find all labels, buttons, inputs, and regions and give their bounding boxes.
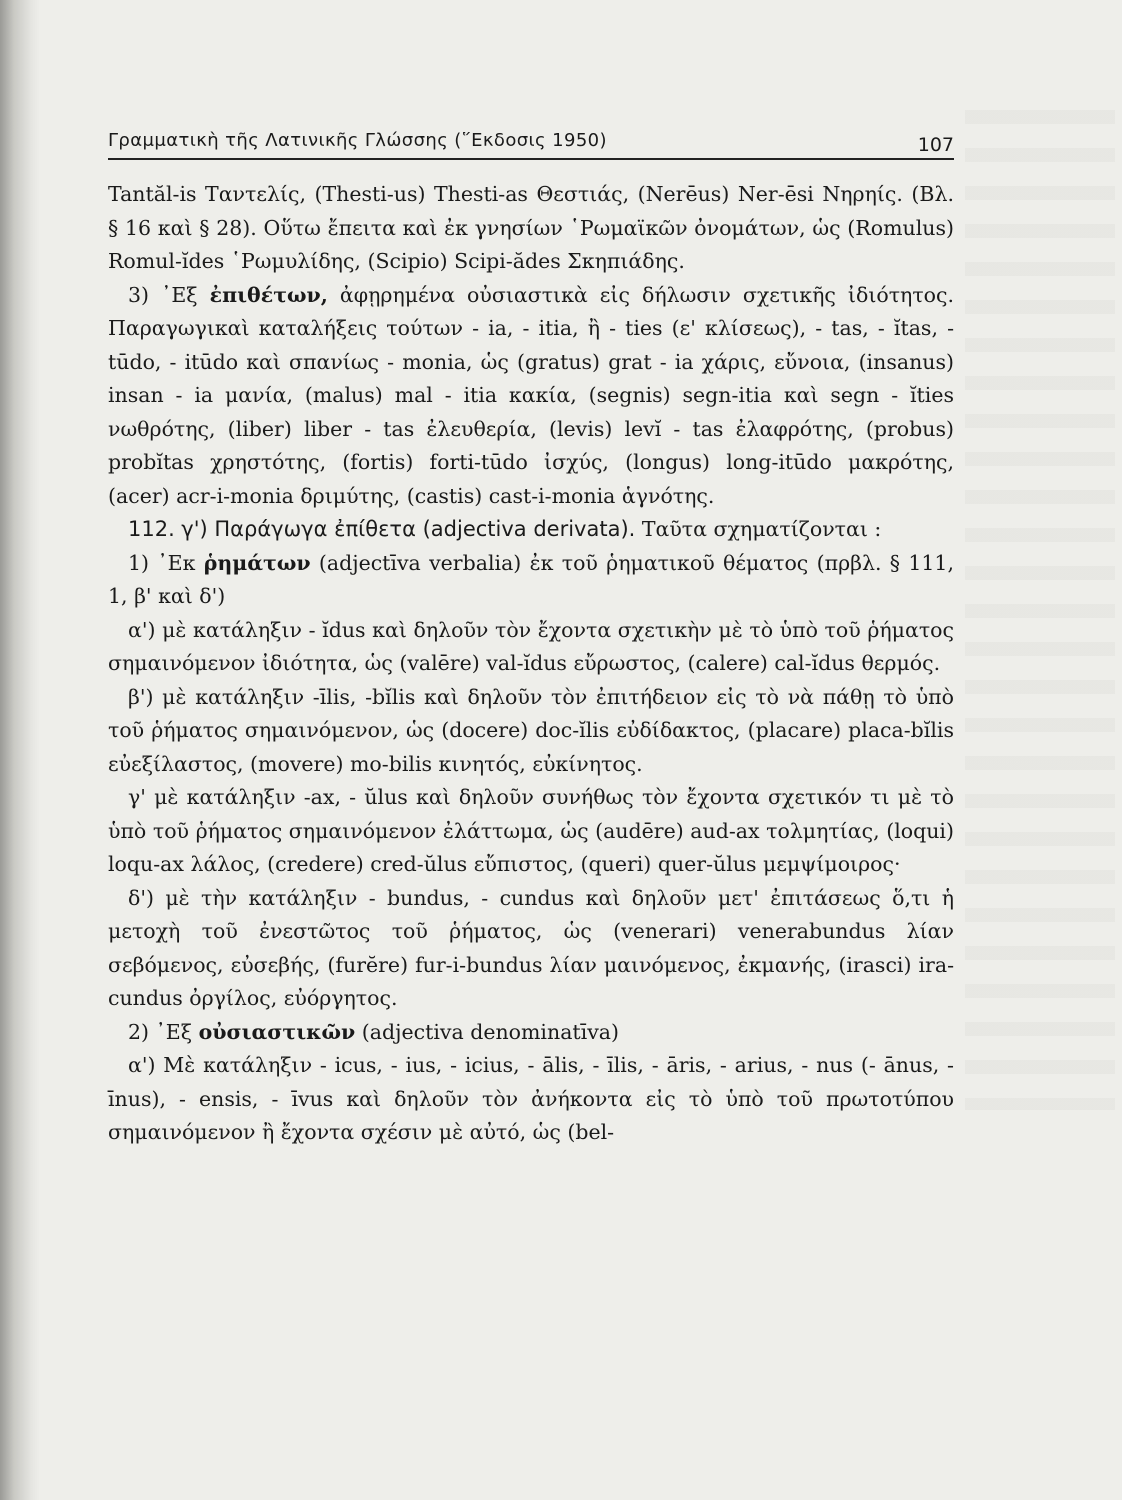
paragraph-lead: 2) ᾿Εξ	[128, 1019, 199, 1044]
section-112-heading	[108, 513, 954, 547]
paragraph-from-nouns	[108, 1016, 954, 1050]
page-number: 107	[917, 134, 954, 156]
paragraph-text: (adjectīva verbalia) ἐκ τοῦ ῥηματικοῦ θέματος (πρβλ. § 111, 1, β' καὶ δ')	[108, 550, 954, 608]
facing-page-bleed	[965, 110, 1115, 1110]
paragraph-keyword: οὐσιαστικῶν	[198, 1019, 356, 1044]
paragraph-text: (adjectiva denominatīva)	[355, 1019, 620, 1044]
paragraph-patronymics: Tantăl-is Ταντελίς, (Thesti-us) Thesti-as Θεστιάς, (Nerēus) Ner-ēsi Νηρηίς. (Βλ. § 16 καὶ § 28). Οὕτω ἔπειτα καὶ ἐκ γνησίων ῾Ρωμαϊκῶν ὀνομάτων, ὡς (Romulus) Romul-ĭdes ῾Ρωμυλίδης, (Scipio) Scipi-ădes Σκηπιάδης.	[108, 182, 954, 273]
running-header	[108, 118, 954, 160]
paragraph-suffix-ilis: β') μὲ κατάληξιν -īlis, -bĭlis καὶ δηλοῦν τὸν ἐπιτήδειον εἰς τὸ νὰ πάθῃ τὸ ὑπὸ τοῦ ῥήματος σημαινόμενον, ὡς (docere) doc-ĭlis εὐδίδακτος, (placare) placa-bĭlis εὐεξίλαστος, (movere) mo-bilis κινητός, εὐκίνητος.	[108, 684, 954, 776]
paragraph-suffix-icus: α') Μὲ κατάληξιν - icus, - ius, - icius, - ālis, - īlis, - āris, - arius, - nus (- ānus, - īnus), - ensis, - īvus καὶ δηλοῦν τὸν ἀνήκοντα εἰς τὸ ὑπὸ τοῦ πρωτοτύπου σημαινόμενον ἢ ἔχοντα σχέσιν μὲ αὐτό, ὡς (bel-	[108, 1053, 954, 1144]
paragraph-keyword: ῥημάτων	[203, 550, 311, 575]
paragraph-suffix-ax: γ' μὲ κατάληξιν -ax, - ŭlus καὶ δηλοῦν συνήθως τὸν ἔχοντα σχετικόν τι μὲ τὸ ὑπὸ τοῦ ῥήματος σημαινόμενον ἐλάττωμα, ὡς (audēre) aud-ax τολμητίας, (loqui) loqu-ax λάλος, (credere) cred-ŭlus εὔπιστος, (queri) quer-ŭlus μεμψίμοιρος·	[108, 785, 954, 876]
paragraph-abstract-nouns	[108, 279, 954, 514]
paragraph-suffix-bundus: δ') μὲ τὴν κατάληξιν - bundus, - cundus καὶ δηλοῦν μετ' ἐπιτάσεως ὅ,τι ἡ μετοχὴ τοῦ ἐνεστῶτος τοῦ ῥήματος, ὡς (venerari) venerabundus λίαν σεβόμενος, εὐσεβής, (furĕre) fur-i-bundus λίαν μαινόμενος, ἐκμανής, (irasci) ira-cundus ὀργίλος, εὐόργητος.	[108, 885, 954, 1010]
section-title: γ') Παράγωγα ἐπίθετα (adjectiva derivata).	[181, 517, 636, 541]
running-title: Γραμματικὴ τῆς Λατινικῆς Γλώσσης (῞Εκδοσις 1950)	[108, 130, 607, 151]
paragraph-lead: 3) ᾿Εξ	[128, 282, 210, 307]
book-page	[108, 118, 954, 1150]
scan-binding-shadow	[0, 0, 40, 1500]
paragraph-from-verbs	[108, 547, 954, 614]
paragraph-lead: 1) ᾿Εκ	[128, 550, 204, 575]
paragraph-suffix-idus: α') μὲ κατάληξιν - ĭdus καὶ δηλοῦν τὸν ἔχοντα σχετικὴν μὲ τὸ ὑπὸ τοῦ ῥήματος σημαινόμενον ἰδιότητα, ὡς (valēre) val-ĭdus εὔρωστος, (calere) cal-ĭdus θερμός.	[108, 617, 954, 675]
section-number: 112.	[128, 517, 175, 541]
paragraph-text: ἀφῃρημένα οὐσιαστικὰ εἰς δήλωσιν σχετικῆς ἰδιότητος. Παραγωγικαὶ καταλήξεις τούτων - ia, - itia, ἢ - ties (ε' κλίσεως), - tas, - ĭtas, - tūdo, - itūdo καὶ σπανίως - monia, ὡς (gratus) grat - ia χάρις, εὔνοια, (insanus) insan - ia μανία, (malus) mal - itia κακία, (segnis) segn-itia καὶ segn - ĭties νωθρότης, (liber) liber - tas ἐλευθερία, (levis) levĭ - tas ἐλαφρότης, (probus) probĭtas χρηστότης, (fortis) forti-tūdo ἰσχύς, (longus) long-itūdo μακρότης, (acer) acr-i-monia δριμύτης, (castis) cast-i-monia ἁγνότης.	[108, 282, 955, 508]
paragraph-keyword: ἐπιθέτων,	[209, 282, 328, 307]
page-body	[108, 178, 954, 1150]
section-intro: Ταῦτα σχηματίζονται :	[635, 517, 882, 541]
